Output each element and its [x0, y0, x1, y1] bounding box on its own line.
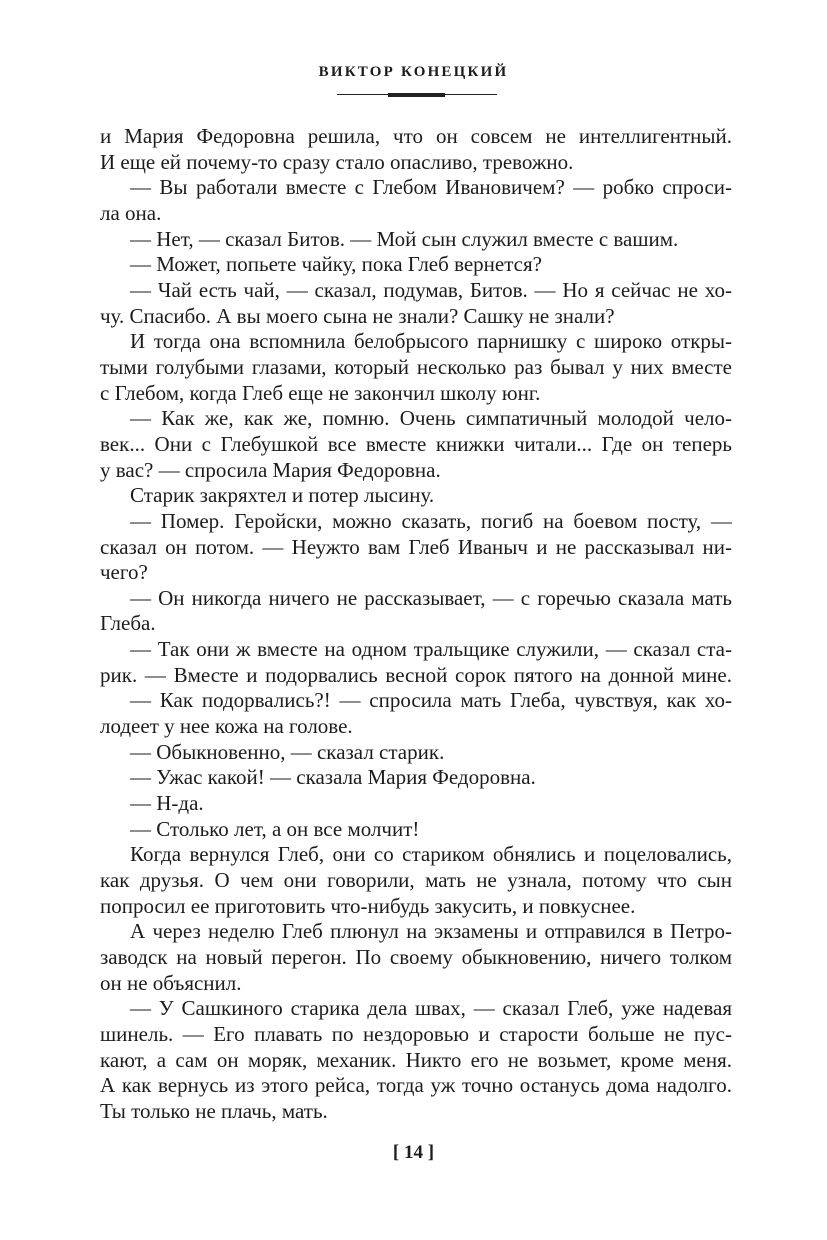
text-line: век... Они с Глебушкой все вместе книжки читали... Где он теперь	[100, 431, 732, 456]
text-line: заводск на новый перегон. По своему обыкновению, ничего толком	[100, 945, 732, 969]
text-line: Когда вернулся Глеб, они со стариком обнялись и поцеловались,	[130, 842, 732, 867]
text-line: А как вернусь из этого рейса, тогда уж точно останусь дома надолго.	[100, 1073, 732, 1098]
text-line: — Обыкновенно, — сказал старик.	[130, 739, 445, 764]
text-line: и Мария Федоровна решила, что он совсем не интеллигентный.	[100, 124, 732, 148]
text-line: — Н-да.	[130, 791, 204, 816]
text-line: как друзья. О чем они говорили, мать не узнала, потому что сын	[100, 868, 732, 893]
text-line: — Может, попьете чайку, пока Глеб вернется?	[130, 252, 542, 277]
text-line: — Чай есть чай, — сказал, подумав, Битов. — Но я сейчас не хо-	[130, 277, 732, 302]
text-line: кают, а сам он моряк, механик. Никто его не возьмет, кроме меня.	[100, 1047, 732, 1072]
text-line: — У Сашкиного старика дела швах, — сказал Глеб, уже надевая	[130, 996, 732, 1021]
page-number: [ 14 ]	[392, 1142, 435, 1163]
text-line: — Вы работали вместе с Глебом Ивановичем? — робко спроси-	[130, 175, 732, 200]
text-line: чу. Спасибо. А вы моего сына не знали? Сашку не знали?	[100, 303, 615, 328]
text-line: рик. — Вместе и подорвались весной сорок пятого на донной мине.	[100, 662, 732, 687]
text-line: тыми голубыми глазами, который несколько раз бывал у них вместе	[100, 354, 732, 379]
text-line: у вас? — спросила Мария Федоровна.	[100, 457, 441, 482]
text-line: — Как же, как же, помню. Очень симпатичный молодой чело-	[130, 406, 732, 431]
text-line: ла она.	[100, 200, 162, 225]
text-line: чего?	[100, 560, 148, 585]
text-line: — Помер. Геройски, можно сказать, погиб на боевом посту, —	[130, 508, 732, 533]
text-line: попросил ее приготовить что-нибудь закусить, и повкуснее.	[100, 893, 636, 918]
running-header-author: ВИКТОР КОНЕЦКИЙ	[318, 64, 509, 80]
text-line: — Как подорвались?! — спросила мать Глеба, чувствуя, как хо-	[130, 688, 732, 713]
text-line: И еще ей почему-то сразу стало опасливо, тревожно.	[100, 149, 574, 174]
text-line: — Он никогда ничего не рассказывает, — с горечью сказала мать	[130, 585, 732, 610]
page-body-text	[100, 124, 732, 1125]
text-line: И тогда она вспомнила белобрысого парнишку с широко откры-	[130, 329, 732, 354]
text-line: Ты только не плачь, мать.	[100, 1098, 328, 1123]
text-line: А через неделю Глеб плюнул на экзамены и отправился в Петро-	[130, 919, 732, 944]
header-divider-accent	[388, 93, 445, 97]
text-line: — Ужас какой! — сказала Мария Федоровна.	[130, 765, 536, 790]
text-line: он не объяснил.	[100, 970, 242, 995]
text-line: с Глебом, когда Глеб еще не закончил школу юнг.	[100, 380, 541, 405]
text-line: сказал он потом. — Неужто вам Глеб Иваныч и не рассказывал ни-	[100, 534, 732, 559]
text-line: шинель. — Его плавать по нездоровью и старости больше не пус-	[100, 1021, 732, 1046]
text-line: — Нет, — сказал Битов. — Мой сын служил вместе с вашим.	[130, 226, 679, 251]
text-line: Старик закряхтел и потер лысину.	[130, 483, 435, 508]
text-line: — Столько лет, а он все молчит!	[130, 816, 420, 841]
text-line: Глеба.	[100, 611, 156, 636]
text-line: лодеет у нее кожа на голове.	[100, 714, 353, 739]
text-line: — Так они ж вместе на одном тральщике служили, — сказал ста-	[130, 637, 732, 662]
